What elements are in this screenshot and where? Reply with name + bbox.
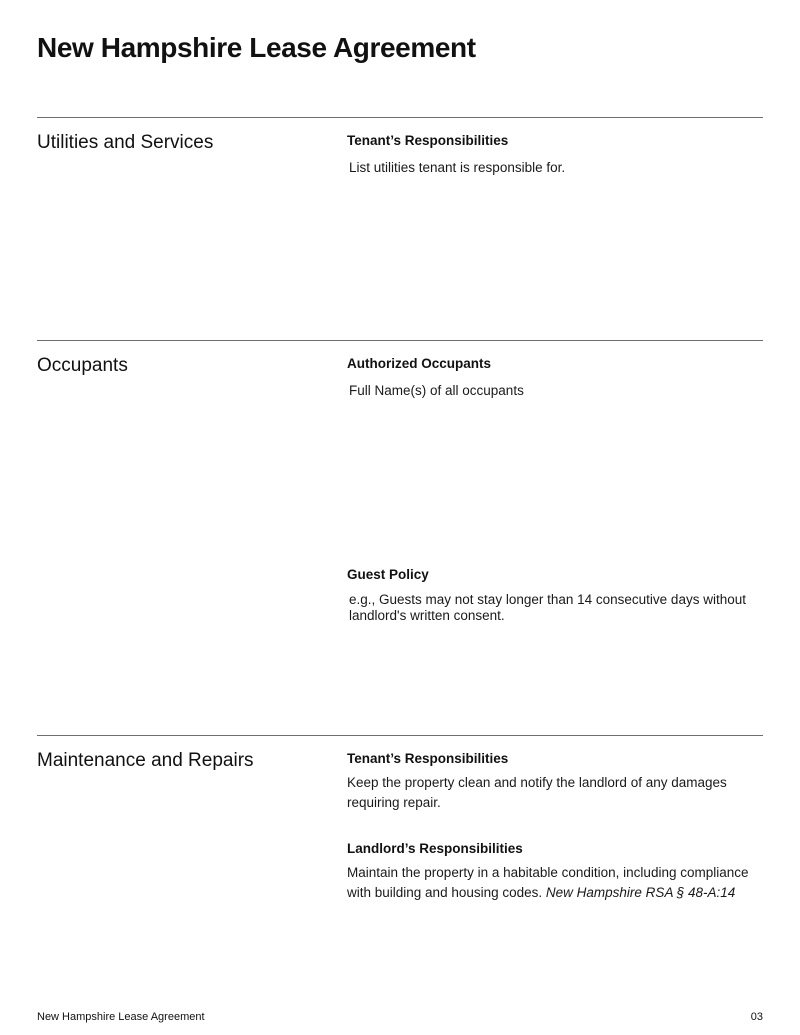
maintenance-tenant-label: Tenant’s Responsibilities (347, 751, 509, 766)
legal-citation: New Hampshire RSA § 48-A:14 (545, 885, 736, 900)
section-title-maintenance: Maintenance and Repairs (37, 750, 254, 771)
authorized-occupants-input[interactable]: Full Name(s) of all occupants (349, 383, 524, 398)
guest-policy-label: Guest Policy (347, 567, 429, 582)
section-divider (37, 117, 763, 118)
utilities-tenant-input[interactable]: List utilities tenant is responsible for. (349, 160, 566, 175)
section-title-utilities: Utilities and Services (37, 132, 214, 153)
authorized-occupants-label: Authorized Occupants (347, 356, 492, 371)
utilities-tenant-label: Tenant’s Responsibilities (347, 133, 509, 148)
guest-policy-input[interactable]: e.g., Guests may not stay longer than 14 consecutive days without landlord's written consent. (349, 592, 746, 623)
section-title-occupants: Occupants (37, 355, 128, 376)
document-title: New Hampshire Lease Agreement (37, 32, 476, 63)
footer-document-name: New Hampshire Lease Agreement (37, 1011, 205, 1023)
section-divider (37, 340, 763, 341)
maintenance-tenant-text: Keep the property clean and notify the landlord of any damages requiring repair. (347, 775, 727, 810)
section-divider (37, 735, 763, 736)
maintenance-landlord-label: Landlord’s Responsibilities (347, 841, 523, 856)
landlord-responsibility-text: Maintain the property in a habitable condition, including compliance with building and housing codes. (347, 865, 749, 900)
footer-page-number: 03 (750, 1011, 763, 1023)
maintenance-landlord-text (347, 863, 757, 903)
